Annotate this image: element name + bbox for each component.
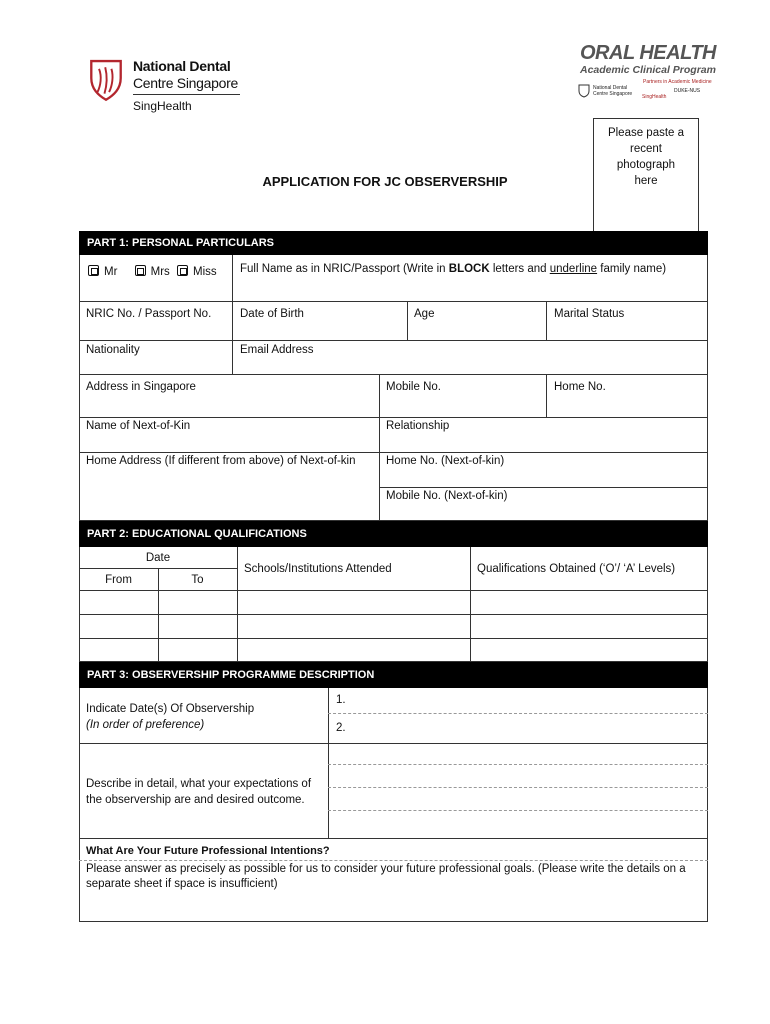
partner-tagline: Partners in Academic Medicine [643, 79, 712, 85]
oral-health-title: ORAL HEALTH [580, 42, 716, 64]
mini-ndcs-label: National Dental Centre Singapore [593, 85, 633, 97]
nok-name-field[interactable]: Name of Next-of-Kin [86, 420, 191, 432]
marital-status-field[interactable]: Marital Status [554, 308, 625, 320]
salutation-group [88, 265, 217, 278]
mini-duke-label: DUKE-NUS [674, 88, 701, 94]
expectations-input[interactable] [329, 744, 707, 837]
future-intentions-heading: What Are Your Future Professional Intentions? [86, 845, 330, 857]
mobile-field[interactable]: Mobile No. [386, 381, 441, 393]
part1-heading: PART 1: PERSONAL PARTICULARS [79, 231, 708, 255]
nok-home-field[interactable]: Home No. (Next-of-kin) [386, 455, 505, 467]
photo-box-text: Please paste a recent photograph here [607, 127, 685, 187]
ndcs-logo-icon [82, 58, 130, 106]
date-header: Date [145, 552, 171, 564]
ndcs-divider [133, 94, 240, 95]
document-title: APPLICATION FOR JC OBSERVERSHIP [262, 174, 508, 189]
future-intentions-input[interactable] [80, 892, 707, 921]
mr-checkbox[interactable] [88, 265, 99, 276]
to-header: To [191, 574, 204, 586]
partner-logos [578, 84, 702, 104]
mrs-checkbox[interactable] [135, 265, 146, 276]
education-row-2[interactable] [80, 615, 707, 637]
nok-mobile-field[interactable]: Mobile No. (Next-of-kin) [386, 490, 508, 502]
expectations-label: Describe in detail, what your expectations of the observership are and desired outcome. [86, 778, 312, 806]
mr-option[interactable]: Mr [88, 266, 117, 278]
home-no-field[interactable]: Home No. [554, 381, 606, 393]
singhealth-label: SingHealth [133, 99, 192, 113]
oral-health-subtitle: Academic Clinical Program [580, 64, 716, 76]
dob-field[interactable]: Date of Birth [240, 308, 304, 320]
from-header: From [105, 574, 132, 586]
mini-ndcs-icon [578, 84, 590, 98]
miss-checkbox[interactable] [177, 265, 188, 276]
ndcs-name-line1: National Dental [133, 58, 231, 74]
mrs-option[interactable]: Mrs [135, 266, 170, 278]
nationality-field[interactable]: Nationality [86, 344, 140, 356]
qualifications-header: Qualifications Obtained (‘O’/ ‘A’ Levels) [477, 563, 676, 575]
miss-option[interactable]: Miss [177, 266, 217, 278]
date-option-2[interactable]: 2. [336, 722, 346, 734]
schools-header: Schools/Institutions Attended [244, 563, 392, 575]
part3-heading: PART 3: OBSERVERSHIP PROGRAMME DESCRIPTION [79, 662, 708, 688]
full-name-label[interactable]: Full Name as in NRIC/Passport (Write in BLOCK letters and underline family name) [240, 263, 667, 275]
nok-address-field[interactable]: Home Address (If different from above) of Next-of-kin [86, 455, 356, 467]
age-field[interactable]: Age [414, 308, 435, 320]
nric-field[interactable]: NRIC No. / Passport No. [86, 308, 212, 320]
part2-heading: PART 2: EDUCATIONAL QUALIFICATIONS [79, 521, 708, 547]
education-row-1[interactable] [80, 591, 707, 613]
education-row-3[interactable] [80, 639, 707, 661]
email-field[interactable]: Email Address [240, 344, 314, 356]
relationship-field[interactable]: Relationship [386, 420, 450, 432]
mini-singhealth-label: SingHealth [642, 94, 667, 100]
date-option-1[interactable]: 1. [336, 694, 346, 706]
future-intentions-text: Please answer as precisely as possible for us to consider your future professional goals. (Please write the details on a separate sheet if space is insufficient) [86, 863, 686, 890]
indicate-dates-label: Indicate Date(s) Of Observership (In order of preference) [86, 703, 255, 731]
ndcs-name-line2: Centre Singapore [133, 75, 238, 91]
address-field[interactable]: Address in Singapore [86, 381, 196, 393]
